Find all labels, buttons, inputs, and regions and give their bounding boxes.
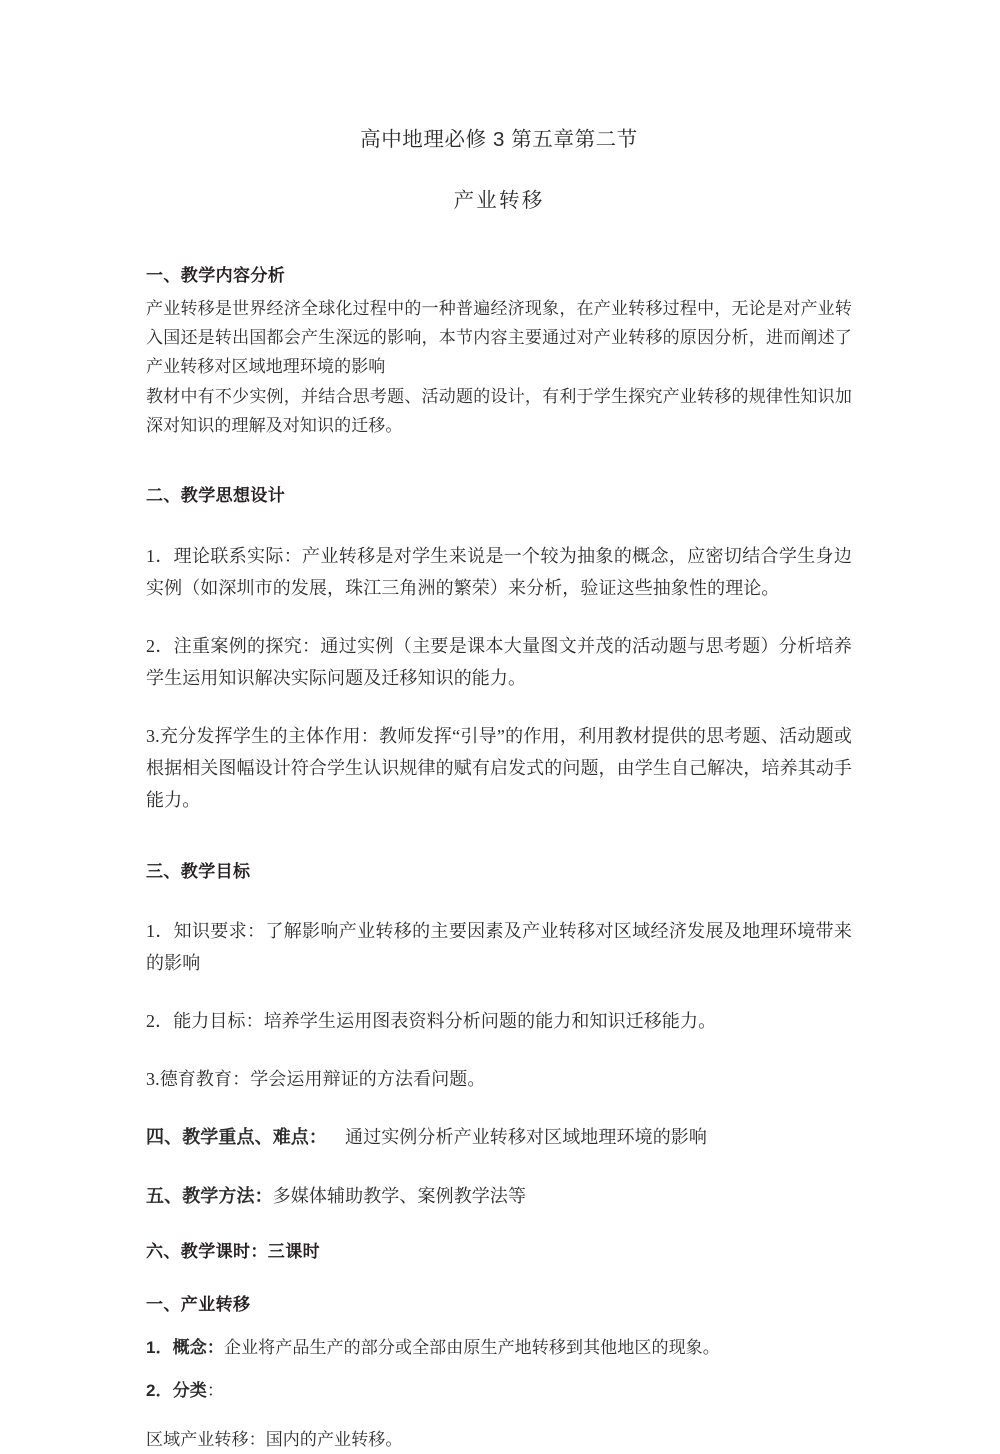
document-subtitle: 产业转移 [453, 188, 545, 212]
section-2-item-1: 1．理论联系实际：产业转移是对学生来说是一个较为抽象的概念，应密切结合学生身边实例（如深圳市的发展，珠江三角洲的繁荣）来分析，验证这些抽象性的理论。 [146, 545, 852, 598]
section-5-label: 五、教学方法： [146, 1185, 273, 1206]
section-heading-7: 一、产业转移 [146, 1295, 251, 1315]
section-teaching-design [146, 482, 852, 816]
section-4-label: 四、教学重点、难点： [146, 1127, 327, 1148]
section-4-text: 通过实例分析产业转移对区域地理环境的影响 [345, 1127, 707, 1148]
section-1-paragraph-1: 产业转移是世界经济全球化过程中的一种普遍经济现象，在产业转移过程中，无论是对产业转入国还是转出国都会产生深远的影响，本节内容主要通过对产业转移的原因分析，进而阐述了产业转移对区域地理环境的影响 [146, 298, 852, 377]
section-3-item-1: 1．知识要求：了解影响产业转移的主要因素及产业转移对区域经济发展及地理环境带来的影响 [146, 921, 852, 974]
section-heading-1: 一、教学内容分析 [146, 266, 286, 286]
section-heading-2: 二、教学思想设计 [146, 486, 286, 506]
section-7-item-2-text: ： [206, 1380, 224, 1400]
section-1-paragraph-2: 教材中有不少实例，并结合思考题、活动题的设计，有利于学生探究产业转移的规律性知识加深对知识的理解及对知识的迁移。 [146, 386, 852, 435]
document-title: 高中地理必修 3 第五章第二节 [360, 128, 638, 151]
section-5-text: 多媒体辅助教学、案例教学法等 [272, 1185, 527, 1206]
section-heading-6-class-hours: 六、教学课时：三课时 [146, 1241, 320, 1261]
section-7-item-2-label: 2．分类 [146, 1380, 207, 1400]
section-7-item-3: 区域产业转移：国内的产业转移。 [146, 1430, 403, 1450]
section-teaching-objectives [146, 858, 852, 1096]
section-heading-3: 三、教学目标 [146, 861, 251, 881]
section-2-item-3: 3.充分发挥学生的主体作用：教师发挥“引导”的作用，利用教材提供的思考题、活动题或根据相关图幅设计符合学生认识规律的赋有启发式的问题，由学生自己解决，培养其动手能力。 [146, 725, 852, 810]
section-7-item-2 [146, 1376, 852, 1405]
section-teaching-content-analysis [146, 262, 852, 440]
section-teaching-methods [146, 1180, 852, 1212]
section-2-item-2: 2．注重案例的探究：通过实例（主要是课本大量图文并茂的活动题与思考题）分析培养学生运用知识解决实际问题及迁移知识的能力。 [146, 635, 852, 688]
section-3-item-3: 3.德育教育：学会运用辩证的方法看问题。 [146, 1069, 486, 1090]
section-7-item-1-text: 企业将产品生产的部分或全部由原生产地转移到其他地区的现象。 [223, 1337, 720, 1357]
section-industrial-transfer [146, 1291, 852, 1454]
section-key-points [146, 1121, 852, 1153]
section-3-item-2: 2．能力目标：培养学生运用图表资料分析问题的能力和知识迁移能力。 [146, 1011, 717, 1032]
section-7-item-1-label: 1．概念： [146, 1337, 224, 1357]
section-7-item-1 [146, 1333, 852, 1362]
document-content [146, 126, 852, 1454]
